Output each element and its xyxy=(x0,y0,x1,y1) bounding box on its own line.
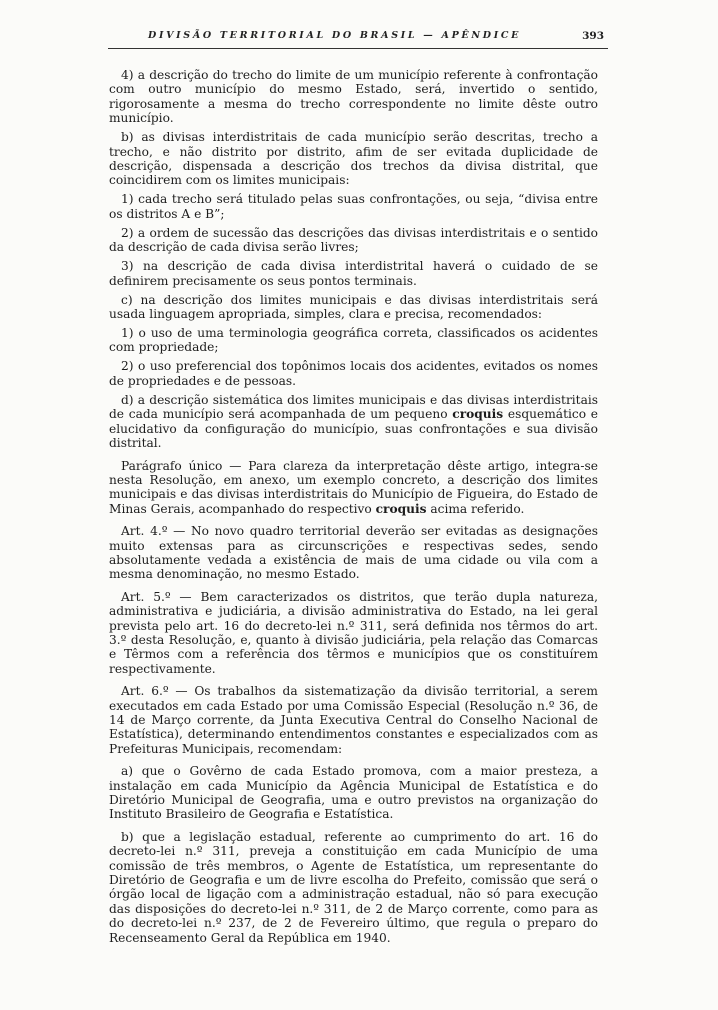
running-head: DIVISÃO TERRITORIAL DO BRASIL — APÊNDICE xyxy=(148,30,522,41)
page-number: 393 xyxy=(582,30,604,42)
paragraph: c) na descrição dos limites municipais e das divisas interdistritais será usada linguagem apropriada, simples, clara e precisa, recomendados: xyxy=(109,292,598,322)
paragraph-text: esquemático e elucidativo da configuração do município, suas confrontações e sua divisão distrital. xyxy=(109,407,598,451)
article-paragraph: Art. 5.º — Bem caracterizados os distritos, que terão dupla natureza, administrativa e judiciária, a divisão administrativa do Estado, na lei geral prevista pelo art. 16 do decreto-lei n.º 311, será definida nos têrmos do art. 3.º desta Resolução, e, quanto à divisão judiciária, pela relação das Comarcas e Têrmos com a referência dos têrmos e municípios que os constituírem respectivamente. xyxy=(109,589,598,676)
page-header xyxy=(108,26,608,49)
paragraph: 2) a ordem de sucessão das descrições das divisas interdistritais e o sentido da descrição de cada divisa serão livres; xyxy=(109,225,598,255)
article-paragraph: Art. 6.º — Os trabalhos da sistematização da divisão territorial, a serem executados em cada Estado por uma Comissão Especial (Resolução n.º 36, de 14 de Março corrente, da Junta Executiva Central do Conselho Nacional de Estatística), determinando entendimentos constantes e especializados com as Prefeituras Municipais, recomendam: xyxy=(109,684,598,756)
paragraph: b) que a legislação estadual, referente ao cumprimento do art. 16 do decreto-lei n.º 311, preveja a constituição em cada Município de uma comissão de três membros, o Agente de Estatística, um representante do Diretório de Geografia e um de livre escolha do Prefeito, comissão que será o órgão local de ligação com a administração estadual, não só para execução das disposições do decreto-lei n.º 311, de 2 de Março corrente, como para as do decreto-lei n.º 237, de 2 de Fevereiro último, que regula o preparo do Recenseamento Geral da República em 1940. xyxy=(109,829,598,945)
bold-term: croquis xyxy=(375,501,427,516)
paragraph: 1) cada trecho será titulado pelas suas confrontações, ou seja, “divisa entre os distritos A e B”; xyxy=(109,192,598,221)
paragraph xyxy=(109,459,598,517)
paragraph-text: acima referido. xyxy=(426,501,525,516)
paragraph: 1) o uso de uma terminologia geográfica correta, classificados os acidentes com propriedade; xyxy=(109,326,598,355)
article-paragraph: Art. 4.º — No novo quadro territorial deverão ser evitadas as designações muito extensas para as circunscrições e respectivas sedes, sendo absolutamente vedada a existência de mais de uma cidade ou vila com a mesma denominação, no mesmo Estado. xyxy=(109,524,598,582)
bold-term: croquis xyxy=(452,407,504,422)
paragraph: 3) na descrição de cada divisa interdistrital haverá o cuidado de se definirem precisamente os seus pontos terminais. xyxy=(109,259,598,288)
paragraph: a) que o Govêrno de cada Estado promova, com a maior presteza, a instalação em cada Município da Agência Municipal de Estatística e do Diretório Municipal de Geografia, uma e outro previstos na organização do Instituto Brasileiro de Geografia e Estatística. xyxy=(109,764,598,822)
paragraph: 2) o uso preferencial dos topônimos locais dos acidentes, evitados os nomes de propriedades e de pessoas. xyxy=(109,359,598,388)
paragraph: 4) a descrição do trecho do limite de um município referente à confrontação com outro município do mesmo Estado, será, invertido o sentido, rigorosamente a mesma do trecho correspondente no limite dêste outro município. xyxy=(109,68,598,126)
paragraph: b) as divisas interdistritais de cada município serão descritas, trecho a trecho, e não distrito por distrito, afim de ser evitada duplicidade de descrição, dispensada a descrição dos trechos da divisa distrital, que coincidirem com os limites municipais: xyxy=(109,130,598,188)
paragraph xyxy=(109,393,598,451)
body-text xyxy=(109,68,598,950)
paragraph-text: Parágrafo único — Para clareza da interpretação dêste artigo, integra-se nesta Resolução, em anexo, um exemplo concreto, a descrição dos limites municipais e das divisas interdistritais do Município de Figueira, do Estado de Minas Gerais, acompanhado do respectivo xyxy=(109,458,598,516)
paragraph-text: d) a descrição sistemática dos limites municipais e das divisas interdistritais de cada município será acompanhada de um pequeno xyxy=(109,392,598,422)
